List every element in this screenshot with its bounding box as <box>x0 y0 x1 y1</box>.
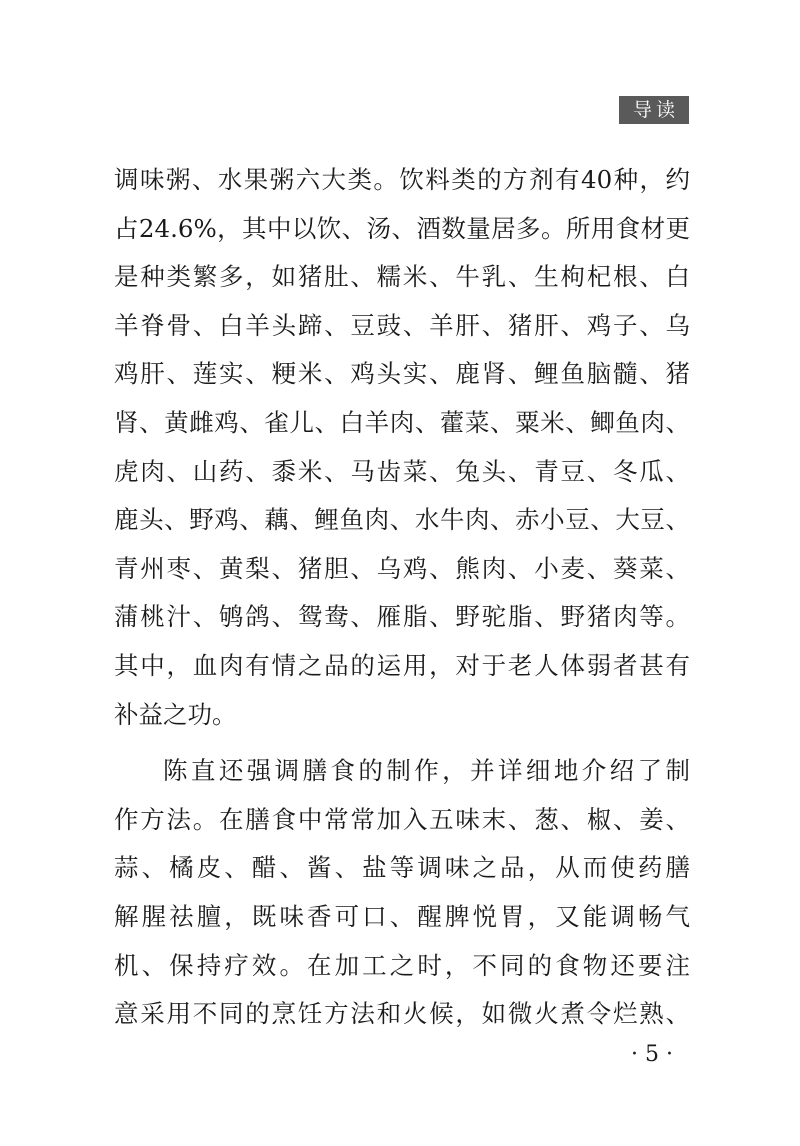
text-line: 解腥祛膻，既味香可口、醒脾悦胃，又能调畅气 <box>114 901 690 931</box>
page-number: · 5 · <box>631 1042 673 1067</box>
paragraph-start-line: 陈直还强调膳食的制作，并详细地介绍了制 <box>163 756 690 786</box>
text-line: 是种类繁多，如猪肚、糯米、牛乳、生枸杞根、白 <box>114 262 690 292</box>
text-line: 占24.6%，其中以饮、汤、酒数量居多。所用食材更 <box>114 213 690 243</box>
text-line: 作方法。在膳食中常常加入五味末、葱、椒、姜、 <box>114 804 690 834</box>
text-line: 鸡肝、莲实、粳米、鸡头实、鹿肾、鲤鱼脑髓、猪 <box>114 359 690 389</box>
text-line: 肾、黄雌鸡、雀儿、白羊肉、藿菜、粟米、鲫鱼肉、 <box>114 407 690 437</box>
text-line: 虎肉、山药、黍米、马齿菜、兔头、青豆、冬瓜、 <box>114 456 690 486</box>
text-line: 机、保持疗效。在加工之时，不同的食物还要注 <box>114 950 690 980</box>
text-line: 鹿头、野鸡、藕、鲤鱼肉、水牛肉、赤小豆、大豆、 <box>114 505 690 535</box>
body-text <box>114 156 690 1039</box>
text-line: 其中，血肉有情之品的运用，对于老人体弱者甚有 <box>114 650 690 680</box>
text-line: 意采用不同的烹饪方法和火候，如微火煮令烂熟、 <box>114 999 690 1029</box>
text-line: 补益之功。 <box>114 699 237 729</box>
text-line: 青州枣、黄梨、猪胆、乌鸡、熊肉、小麦、葵菜、 <box>114 553 690 583</box>
text-line: 羊脊骨、白羊头蹄、豆豉、羊肝、猪肝、鸡子、乌 <box>114 310 690 340</box>
text-line: 蒜、橘皮、醋、酱、盐等调味之品，从而使药膳 <box>114 853 690 883</box>
text-line: 调味粥、水果粥六大类。饮料类的方剂有40种，约 <box>114 165 690 194</box>
text-line: 蒲桃汁、鸲鸽、鸳鸯、雁脂、野驼脂、野猪肉等。 <box>114 602 690 632</box>
section-label: 导读 <box>619 96 689 124</box>
